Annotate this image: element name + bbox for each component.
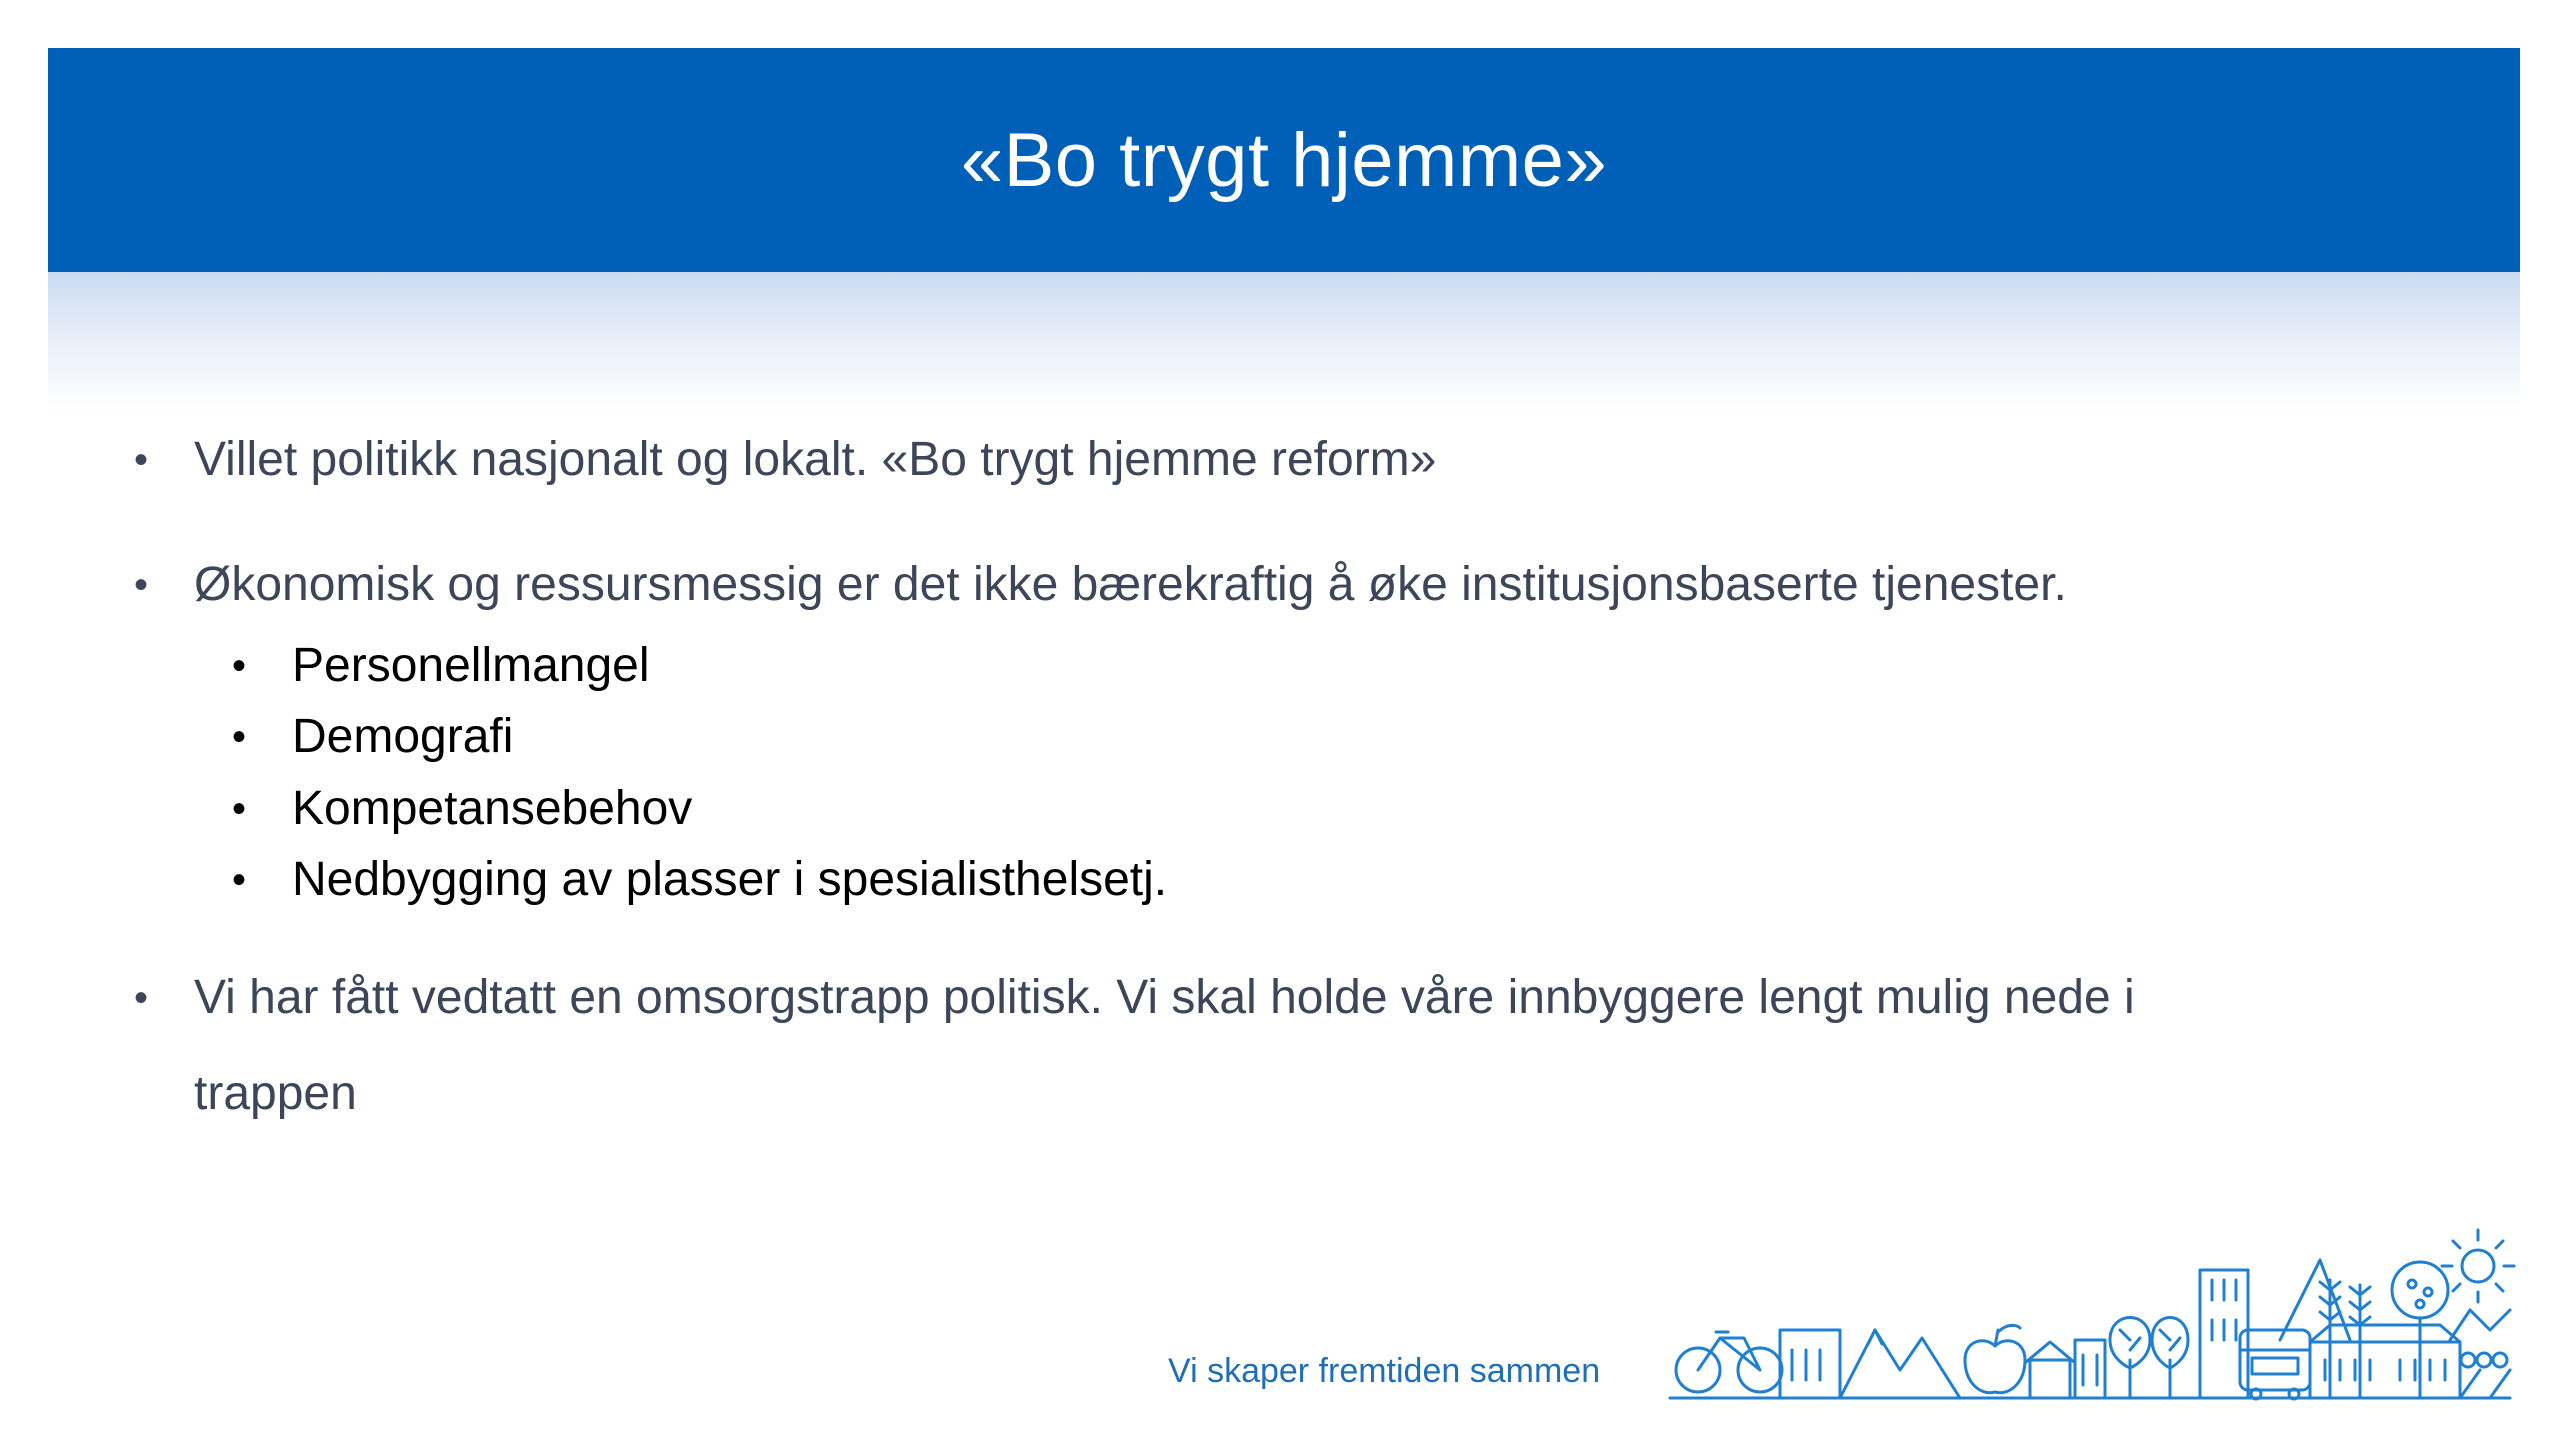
sub-bullet-text: Personellmangel xyxy=(292,639,650,692)
slide-title: «Bo trygt hjemme» xyxy=(960,117,1608,203)
sub-bullet-item xyxy=(232,634,650,698)
footer-slogan: Vi skaper fremtiden sammen xyxy=(1168,1352,1601,1390)
bullet-marker: • xyxy=(232,644,247,688)
bullet-item xyxy=(134,553,2067,617)
sub-bullet-item xyxy=(232,848,1168,912)
bullet-marker: • xyxy=(232,787,247,831)
bullet-item xyxy=(134,966,2135,1030)
city-skyline-illustration xyxy=(1660,1220,2520,1410)
bullet-text: Vi har fått vedtatt en omsorgstrapp politisk. Vi skal holde våre innbyggere lengt mulig nede i xyxy=(194,971,2135,1024)
sub-bullet-item xyxy=(232,777,693,841)
sub-bullet-text: Kompetansebehov xyxy=(292,782,693,835)
bullet-text: Økonomisk og ressursmessig er det ikke bærekraftig å øke institusjonsbaserte tjenester. xyxy=(194,558,2067,611)
sub-bullet-text: Demografi xyxy=(292,710,514,763)
bullet-continuation xyxy=(194,1062,357,1126)
bullet-marker: • xyxy=(134,976,149,1020)
bullet-marker: • xyxy=(232,715,247,759)
sub-bullet-text: Nedbygging av plasser i spesialisthelsetj. xyxy=(292,853,1168,906)
bullet-text: Villet politikk nasjonalt og lokalt. «Bo trygt hjemme reform» xyxy=(194,433,1437,486)
bullet-marker: • xyxy=(134,438,149,482)
bullet-marker: • xyxy=(134,563,149,607)
bullet-text: trappen xyxy=(194,1067,357,1120)
bullet-marker: • xyxy=(232,858,247,902)
sub-bullet-item xyxy=(232,705,514,769)
bullet-item xyxy=(134,428,1437,492)
